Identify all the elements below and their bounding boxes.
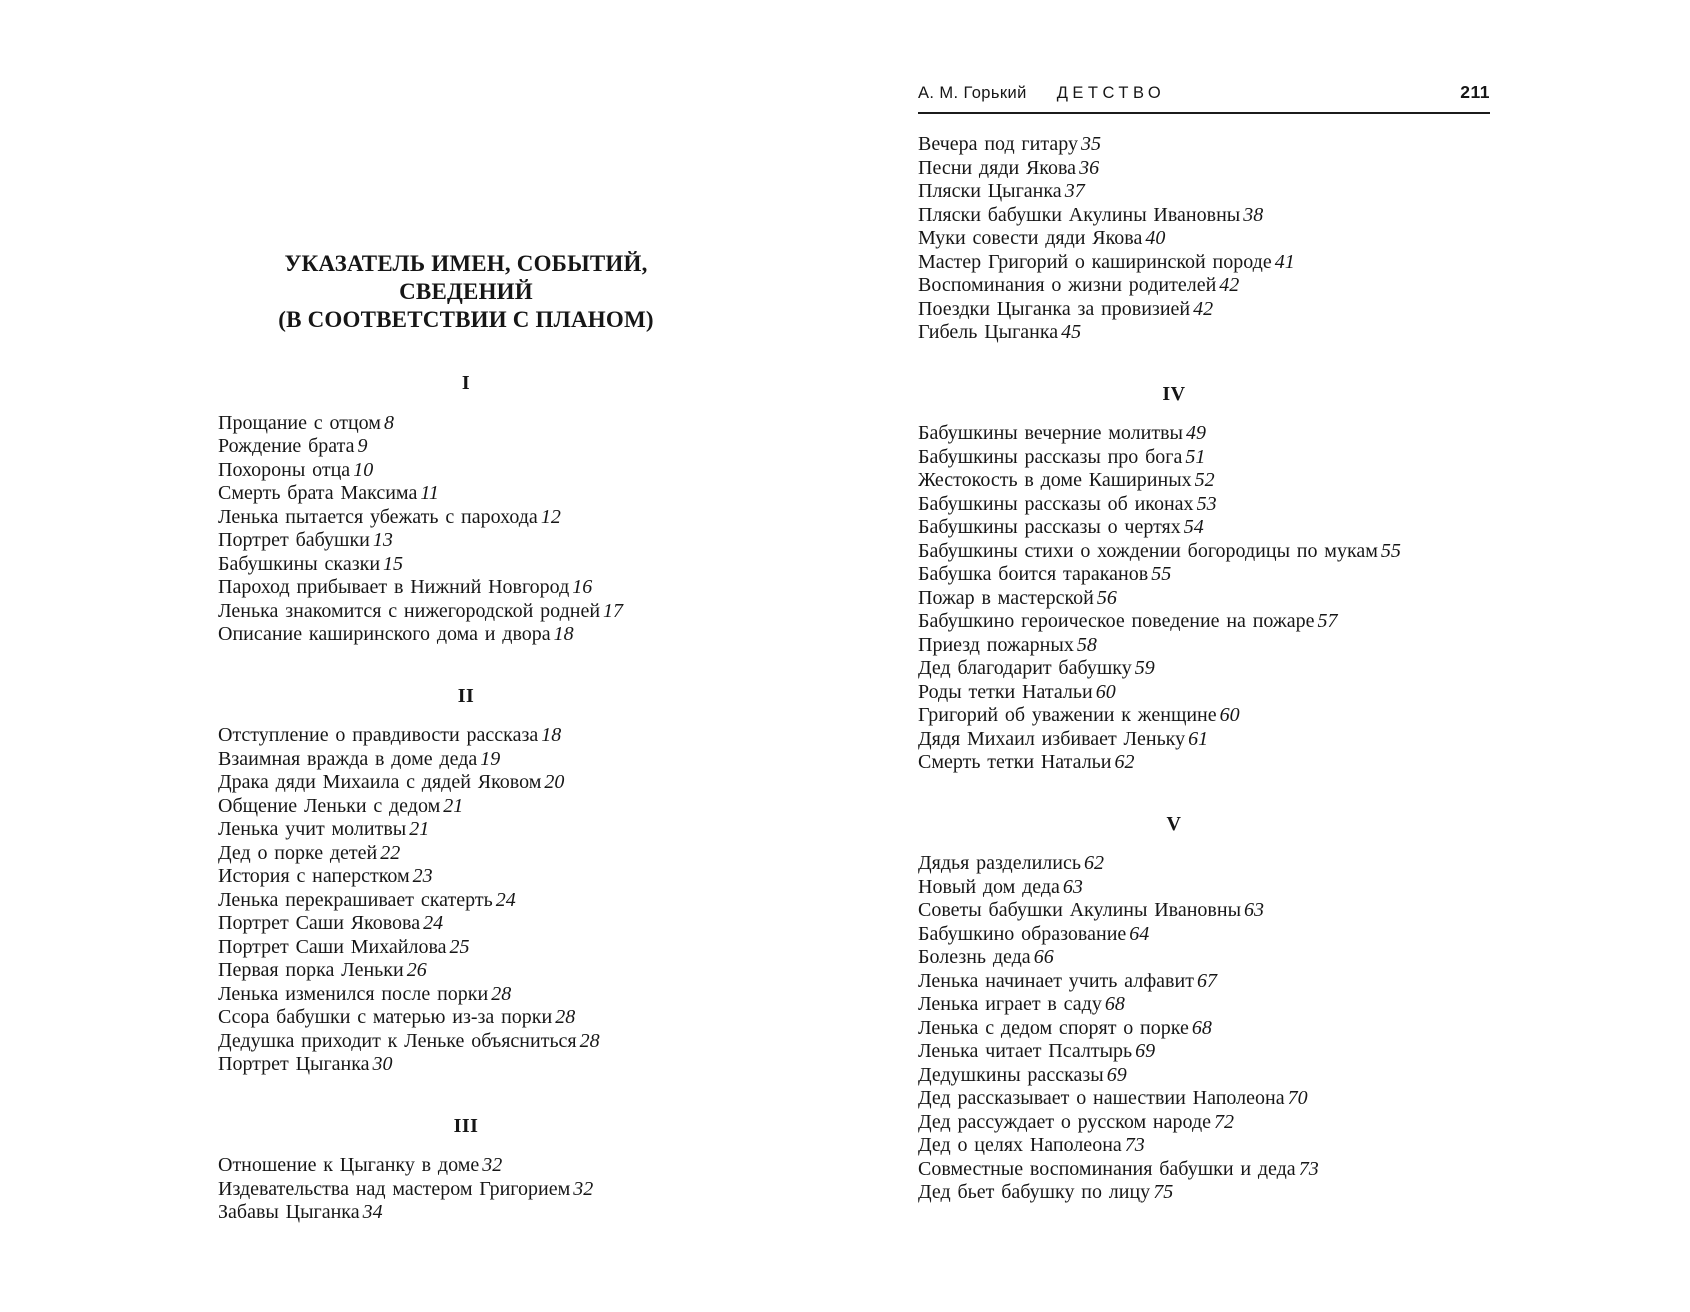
index-entry <box>218 1053 714 1077</box>
entry-title: Песни дяди Якова <box>918 156 1077 179</box>
index-entry <box>218 459 714 483</box>
entry-page-ref: 16 <box>572 576 593 598</box>
entry-page-ref: 55 <box>1151 563 1172 585</box>
index-entry <box>218 959 714 983</box>
index-entry <box>918 157 1430 181</box>
entry-title: Советы бабушки Акулины Ивановны <box>918 899 1242 921</box>
index-entry <box>918 634 1430 658</box>
index-entry <box>918 422 1430 446</box>
entry-title: Смерть тетки Натальи <box>918 751 1112 773</box>
index-entry <box>918 1087 1430 1111</box>
section-entries <box>918 422 1430 775</box>
entry-page-ref: 75 <box>1153 1181 1174 1203</box>
entry-title: Прощание с отцом <box>218 411 381 434</box>
book-title: ДЕТСТВО <box>1056 84 1166 102</box>
entry-page-ref: 32 <box>573 1177 594 1200</box>
index-section-ii <box>218 685 714 1077</box>
entry-title: Совместные воспоминания бабушки и деда <box>918 1157 1296 1180</box>
entry-page-ref: 56 <box>1096 586 1117 609</box>
entry-title: Дед бьет бабушку по лицу <box>918 1181 1151 1203</box>
entry-title: Издевательства над мастером Григорием <box>218 1177 571 1200</box>
index-entry <box>918 1064 1430 1088</box>
entry-page-ref: 13 <box>372 529 393 551</box>
entry-title: Ленька перекрашивает скатерть <box>218 888 493 911</box>
entry-page-ref: 10 <box>353 458 374 481</box>
index-entry <box>918 274 1430 298</box>
index-entry <box>918 204 1430 228</box>
index-entry <box>218 576 714 600</box>
index-entry <box>218 435 714 459</box>
index-entry <box>918 298 1430 322</box>
entry-title: Дедушка приходит к Леньке объясниться <box>218 1029 577 1052</box>
entry-page-ref: 17 <box>603 599 624 622</box>
index-entry <box>918 469 1430 493</box>
section-numeral: I <box>461 372 471 394</box>
entry-title: Похороны отца <box>218 458 351 481</box>
index-entry <box>218 1006 714 1030</box>
entry-page-ref: 8 <box>383 411 394 434</box>
index-entry <box>218 795 714 819</box>
index-entry <box>918 970 1430 994</box>
index-entry <box>218 842 714 866</box>
entry-page-ref: 15 <box>383 552 404 575</box>
section-numeral: IV <box>1162 382 1186 405</box>
index-entry <box>918 1134 1430 1158</box>
index-entry <box>918 923 1430 947</box>
entry-title: Смерть брата Максима <box>218 482 418 504</box>
entry-page-ref: 38 <box>1243 203 1264 226</box>
index-entry <box>218 912 714 936</box>
entry-title: Воспоминания о жизни родителей <box>918 274 1217 296</box>
index-entry <box>918 1158 1430 1182</box>
entry-title: Ссора бабушки с матерью из-за порки <box>218 1006 553 1028</box>
entry-page-ref: 35 <box>1080 133 1101 155</box>
entry-page-ref: 55 <box>1380 539 1401 562</box>
entry-page-ref: 25 <box>449 935 470 958</box>
entry-title: Пляски бабушки Акулины Ивановны <box>918 203 1241 226</box>
entry-title: Бабушкины вечерние молитвы <box>918 422 1183 444</box>
index-entry <box>918 133 1430 157</box>
entry-page-ref: 52 <box>1194 469 1215 491</box>
index-entry <box>218 1201 714 1225</box>
entry-page-ref: 57 <box>1317 610 1338 632</box>
index-entry <box>918 876 1430 900</box>
entry-page-ref: 21 <box>409 818 430 840</box>
entry-title: Ленька знакомится с нижегородской родней <box>218 599 601 622</box>
entry-page-ref: 11 <box>420 482 439 504</box>
section-entries <box>218 412 714 647</box>
entry-title: Ленька читает Псалтырь <box>918 1040 1133 1062</box>
entry-title: Бабушкины рассказы про бога <box>918 445 1183 468</box>
entry-page-ref: 62 <box>1083 852 1104 874</box>
entry-page-ref: 68 <box>1104 993 1125 1015</box>
index-entry <box>918 321 1430 345</box>
entry-page-ref: 12 <box>540 505 561 528</box>
entry-title: Муки совести дяди Якова <box>918 227 1143 249</box>
entry-title: Бабушкино образование <box>918 922 1127 945</box>
entry-title: Описание каширинского дома и двора <box>218 623 551 645</box>
entry-title: Отношение к Цыганку в доме <box>218 1154 480 1176</box>
entry-page-ref: 40 <box>1145 227 1166 249</box>
entry-title: Дед о порке детей <box>218 841 378 864</box>
index-section-v <box>918 813 1430 1205</box>
entry-page-ref: 28 <box>491 982 512 1005</box>
entry-page-ref: 19 <box>480 747 501 770</box>
entry-page-ref: 42 <box>1219 274 1240 296</box>
book-author: А. М. Горький <box>918 84 1027 102</box>
left-page <box>218 250 714 1225</box>
entry-page-ref: 73 <box>1124 1134 1145 1156</box>
entry-title: Дед благодарит бабушку <box>918 657 1132 679</box>
entry-page-ref: 32 <box>482 1154 503 1176</box>
entry-title: Рождение брата <box>218 435 355 457</box>
section-entries <box>918 852 1430 1205</box>
index-title-line1: УКАЗАТЕЛЬ ИМЕН, СОБЫТИЙ, СВЕДЕНИЙ <box>284 251 648 304</box>
entry-page-ref: 62 <box>1114 751 1135 773</box>
right-page <box>918 133 1430 1205</box>
entry-title: Поездки Цыганка за провизией <box>918 297 1191 320</box>
entry-page-ref: 61 <box>1188 727 1209 750</box>
section-numeral: II <box>457 684 475 707</box>
entry-page-ref: 49 <box>1185 422 1206 444</box>
entry-title: Болезнь деда <box>918 946 1031 968</box>
entry-title: Ленька с дедом спорят о порке <box>918 1016 1189 1039</box>
entry-title: Бабушка боится тараканов <box>918 563 1149 585</box>
index-section-iv <box>918 383 1430 775</box>
entry-page-ref: 59 <box>1134 657 1155 679</box>
index-entry <box>918 446 1430 470</box>
entry-title: Дед о целях Наполеона <box>918 1134 1122 1156</box>
entry-title: Портрет Саши Яковова <box>218 912 421 934</box>
section-entries <box>218 724 714 1077</box>
running-header <box>918 82 1490 114</box>
index-section-iii <box>218 1115 714 1225</box>
index-entry <box>918 681 1430 705</box>
index-entry <box>918 516 1430 540</box>
entry-title: Драка дяди Михаила с дядей Яковом <box>218 771 542 793</box>
index-entry <box>918 587 1430 611</box>
entry-page-ref: 69 <box>1135 1040 1156 1062</box>
entry-page-ref: 67 <box>1196 969 1217 992</box>
entry-page-ref: 58 <box>1076 633 1097 656</box>
index-entry <box>918 852 1430 876</box>
entry-title: Ленька играет в саду <box>918 993 1102 1015</box>
index-entry <box>218 889 714 913</box>
entry-title: Забавы Цыганка <box>218 1201 360 1223</box>
entry-title: Вечера под гитару <box>918 133 1078 155</box>
index-entry <box>918 899 1430 923</box>
entry-page-ref: 9 <box>357 435 368 457</box>
entry-title: Дед рассказывает о нашествии Наполеона <box>918 1087 1285 1109</box>
section-entries <box>918 133 1430 345</box>
index-entry <box>218 1178 714 1202</box>
entry-title: Приезд пожарных <box>918 633 1074 656</box>
entry-title: Григорий об уважении к женщине <box>918 704 1217 726</box>
entry-title: Отступление о правдивости рассказа <box>218 724 539 746</box>
entry-page-ref: 24 <box>495 888 516 911</box>
entry-title: Дед рассуждает о русском народе <box>918 1110 1211 1133</box>
entry-page-ref: 20 <box>544 771 565 793</box>
entry-page-ref: 41 <box>1274 250 1295 273</box>
entry-page-ref: 69 <box>1106 1063 1127 1086</box>
entry-page-ref: 70 <box>1287 1087 1308 1109</box>
index-entry <box>918 1181 1430 1205</box>
index-entry <box>218 936 714 960</box>
entry-page-ref: 28 <box>555 1006 576 1028</box>
index-entry <box>218 724 714 748</box>
index-entry <box>918 180 1430 204</box>
entry-title: Портрет бабушки <box>218 529 370 551</box>
entry-title: Бабушкины стихи о хождении богородицы по мукам <box>918 539 1378 562</box>
entry-page-ref: 36 <box>1079 156 1100 179</box>
entry-title: Ленька изменился после порки <box>218 982 489 1005</box>
entry-title: Роды тетки Натальи <box>918 680 1093 703</box>
entry-page-ref: 42 <box>1193 297 1214 320</box>
entry-title: Первая порка Леньки <box>218 959 404 981</box>
entry-page-ref: 26 <box>406 959 427 981</box>
entry-page-ref: 63 <box>1244 899 1265 921</box>
index-entry <box>218 1154 714 1178</box>
index-entry <box>918 563 1430 587</box>
index-entry <box>918 227 1430 251</box>
section-entries <box>218 1154 714 1225</box>
index-entry <box>218 600 714 624</box>
entry-title: Ленька учит молитвы <box>218 818 407 840</box>
entry-title: Портрет Саши Михайлова <box>218 935 447 958</box>
entry-page-ref: 72 <box>1214 1110 1234 1133</box>
index-entry <box>218 506 714 530</box>
entry-title: Пароход прибывает в Нижний Новгород <box>218 576 570 598</box>
index-entry <box>918 704 1430 728</box>
entry-page-ref: 60 <box>1219 704 1240 726</box>
entry-page-ref: 24 <box>423 912 444 934</box>
entry-title: Дедушкины рассказы <box>918 1063 1104 1086</box>
index-entry <box>918 1017 1430 1041</box>
entry-page-ref: 73 <box>1298 1157 1319 1180</box>
entry-page-ref: 22 <box>380 841 401 864</box>
entry-title: Бабушкины сказки <box>218 552 381 575</box>
section-numeral: III <box>453 1114 479 1137</box>
entry-title: Бабушкины рассказы о чертях <box>918 516 1181 538</box>
index-entry <box>918 540 1430 564</box>
entry-title: Дядья разделились <box>918 852 1081 874</box>
index-title <box>218 250 714 334</box>
entry-title: Дядя Михаил избивает Леньку <box>918 727 1186 750</box>
index-entry <box>218 818 714 842</box>
index-entry <box>218 623 714 647</box>
entry-title: Портрет Цыганка <box>218 1053 370 1075</box>
entry-title: Жестокость в доме Кашириных <box>918 469 1192 491</box>
entry-page-ref: 54 <box>1183 516 1204 538</box>
entry-title: Бабушкино героическое поведение на пожаре <box>918 610 1315 632</box>
index-title-line2: (В СООТВЕТСТВИИ С ПЛАНОМ) <box>278 307 654 332</box>
entry-page-ref: 37 <box>1064 180 1085 202</box>
entry-page-ref: 30 <box>372 1053 393 1075</box>
entry-page-ref: 53 <box>1196 492 1217 515</box>
index-entry <box>918 946 1430 970</box>
index-entry <box>918 1040 1430 1064</box>
entry-page-ref: 68 <box>1191 1016 1212 1039</box>
entry-page-ref: 18 <box>553 623 574 645</box>
index-entry <box>218 1030 714 1054</box>
page-number: 211 <box>1460 82 1490 102</box>
entry-page-ref: 45 <box>1061 321 1082 343</box>
index-entry <box>218 529 714 553</box>
entry-page-ref: 28 <box>579 1029 600 1052</box>
index-entry <box>918 493 1430 517</box>
index-entry <box>218 983 714 1007</box>
index-section-iii-continued <box>918 133 1430 345</box>
entry-page-ref: 60 <box>1095 680 1116 703</box>
entry-title: История с наперстком <box>218 865 410 887</box>
index-entry <box>918 1111 1430 1135</box>
entry-page-ref: 21 <box>443 794 464 817</box>
index-entry <box>218 748 714 772</box>
index-entry <box>918 728 1430 752</box>
entry-page-ref: 63 <box>1062 875 1083 898</box>
section-numeral: V <box>1166 812 1182 835</box>
entry-title: Ленька начинает учить алфавит <box>918 969 1194 992</box>
entry-page-ref: 51 <box>1185 445 1206 468</box>
entry-page-ref: 34 <box>362 1201 383 1223</box>
entry-title: Пожар в мастерской <box>918 586 1094 609</box>
entry-title: Бабушкины рассказы об иконах <box>918 492 1194 515</box>
index-entry <box>918 993 1430 1017</box>
index-entry <box>218 482 714 506</box>
entry-title: Общение Леньки с дедом <box>218 794 441 817</box>
entry-title: Ленька пытается убежать с парохода <box>218 505 538 528</box>
entry-title: Гибель Цыганка <box>918 321 1059 343</box>
entry-page-ref: 64 <box>1129 922 1150 945</box>
index-entry <box>218 865 714 889</box>
entry-page-ref: 66 <box>1033 946 1054 968</box>
index-entry <box>918 610 1430 634</box>
entry-title: Новый дом деда <box>918 875 1060 898</box>
index-section-i <box>218 372 714 647</box>
index-entry <box>218 412 714 436</box>
index-entry <box>218 553 714 577</box>
index-entry <box>918 751 1430 775</box>
entry-page-ref: 18 <box>541 724 562 746</box>
index-entry <box>918 251 1430 275</box>
index-entry <box>918 657 1430 681</box>
index-entry <box>218 771 714 795</box>
entry-page-ref: 23 <box>412 865 433 887</box>
entry-title: Пляски Цыганка <box>918 180 1062 202</box>
entry-title: Взаимная вражда в доме деда <box>218 747 478 770</box>
entry-title: Мастер Григорий о каширинской породе <box>918 250 1272 273</box>
